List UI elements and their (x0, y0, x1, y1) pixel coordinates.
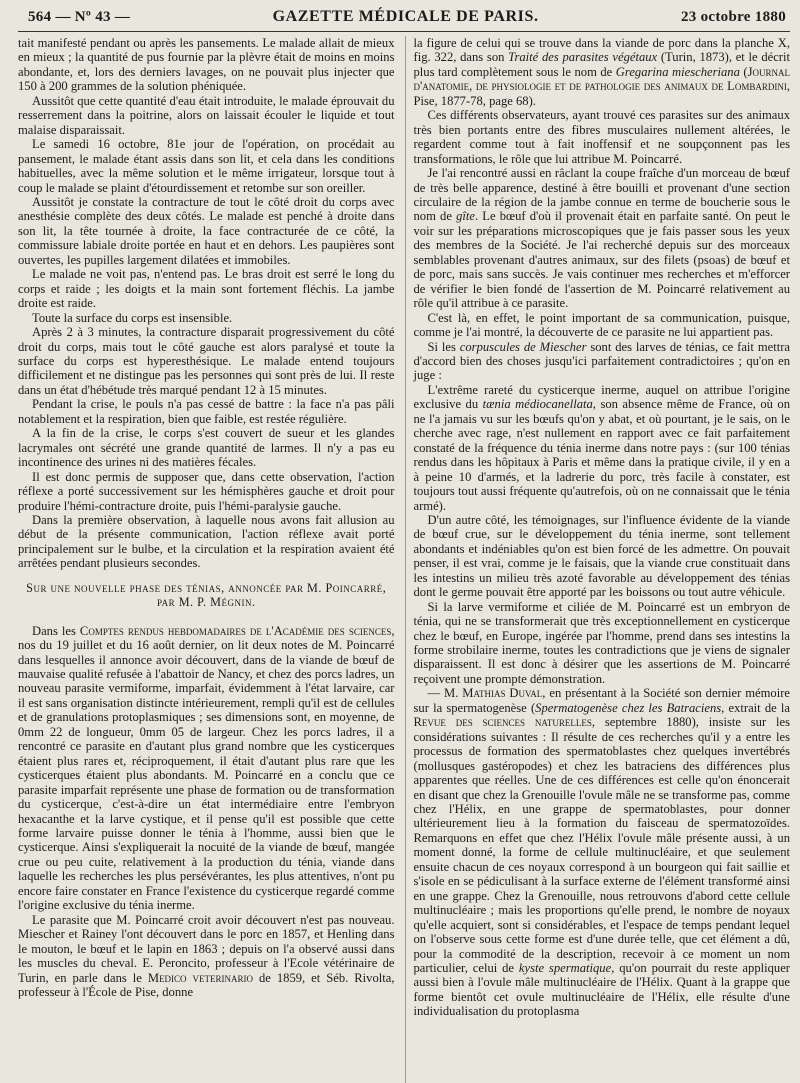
journal-reference: Journal d'anatomie, de physiologie et de pathologie des animaux de Lombardini (413, 64, 790, 94)
text-span: L'extrême rareté du cysticerque inerme, auquel on attribue l'origine exclusive du (413, 382, 790, 412)
text-span: Je l'ai rencontré aussi en râclant la coupe fraîche d'un morceau de bœuf de très belle apparence, destiné à être bouilli et provenant d'une section circulaire de la région de la jambe connue en terme de boucherie sous le nom de (413, 166, 790, 224)
text-span: (Turin, 1873), et le décrit plus tard complètement sous le nom de (413, 50, 790, 79)
paragraph: Aussitôt je constate la contracture de tout le côté droit du corps avec anesthésie complète des deux côtés. Le malade est penché à droite dans son lit, la tête tournée à droite, la face contracturée de ce côté, la commissure labiale droite portée en haut et en dehors. Les paupières sont ouvertes, les pupilles largement dilatées et immobiles. (18, 194, 395, 267)
paragraph: Toute la surface du corps est insensible. (32, 310, 233, 325)
paragraph: A la fin de la crise, le corps s'est couvert de sueur et les glandes lacrymales ont sécrété une grande quantité de larmes. Il n'y a pas eu incontinence des urines ni des matières fécales. (18, 426, 395, 470)
text-span: , Pise, 1877-78, page 68). (413, 79, 790, 108)
term: corpuscules de Miescher (459, 339, 587, 354)
paragraph (18, 624, 395, 913)
text-span: la figure de celui qui se trouve dans la viande de porc dans la planche X, fig. 322, dans son (413, 36, 790, 65)
text-span: sont des larves de ténias, ce fait mettra d'accord bien des choses jusqu'ici parfaitement contradictoires ; qu'on en juge : (413, 339, 790, 383)
text-span: . Le bœuf d'où il provenait était en parfaite santé. On peut le voir sur les préparations microscopiques que je fais passer sous les yeux des membres de la Société. Je l'ai recherché depuis sur des morceaux semblables provenant d'autres animaux, sur des filets (psoas) de bœuf et de porc, mais sans succès. Je vais continuer mes recherches et m'efforcer de vérifier le bien fondé de l'assertion de M. Poincarré relativement au rôle qu'il attribue à ce parasite. (413, 209, 790, 311)
paragraph: Aussitôt que cette quantité d'eau était introduite, le malade éprouvait du resserrement dans la poitrine, alors on laissait écouler le liquide et tout malaise disparaissait. (18, 93, 395, 137)
section-title-line-1: Sur une nouvelle phase des ténias, annoncée par M. Poincarré, (26, 580, 387, 595)
author-name: M. Mathias Duval (444, 686, 543, 701)
term: kyste spermatique (518, 961, 612, 975)
journal-reference: Revue des sciences naturelles (413, 715, 592, 730)
paragraph (18, 913, 395, 1000)
left-column (18, 36, 395, 1083)
paragraph (414, 340, 791, 383)
paragraph: tait manifesté pendant ou après les pansements. Le malade allait de mieux en mieux ; la quantité de pus fournie par la plèvre était de moins en moins abondante, et, lors des derniers lavages, on ne pouvait plus injecter que 150 à 200 grammes de la solution phéniquée. (18, 36, 395, 94)
journal-title: GAZETTE MÉDICALE DE PARIS. (272, 8, 539, 25)
journal-reference: Comptes rendus hebdomadaires de l'Académie des sciences (79, 623, 392, 638)
book-title: Traité des parasites végétaux (508, 50, 658, 65)
species-name: tænia médiocanellata (482, 397, 593, 412)
issue-date: 23 octobre 1880 (680, 9, 786, 25)
paragraph: Après 2 à 3 minutes, la contracture disparait progressivement du côté droit du corps, mais tout le côté gauche est alors paralysé et toute la surface du corps est hyperesthésique. Le malade entend toujours difficilement et ne distingue pas les personnes qui sont près de lui. Il reste dans un état d'hébétude très marqué pendant 12 à 15 minutes. (18, 325, 395, 397)
paragraph: D'un autre côté, les témoignages, sur l'influence évidente de la viande de bœuf crue, sur le développement du ténia inerme, sont tellement abondants et indéniables qu'on est bien forcé de les admettre. On pouvait penser, il est vrai, comme je le faisais, que la viande crue constituait dans les intestins un milieu très azoté favorable au développement des ténias dont le germe pouvait être apporté par les boissons ou tout autre véhicule. (413, 512, 790, 600)
section-title-author: par M. P. Mégnin. (156, 595, 256, 610)
work-title: Spermatogenèse chez les Batraciens (535, 700, 722, 715)
text-span: , nos du 19 juillet et du 16 août dernier, on lit deux notes de M. Poincarré dans lesquelles il annonce avoir découvert, dans de la viande de bœuf de mauvaise qualité refusée à l'abattoir de Nancy, et chez des porcs ladres, un nouveau parasite vermiforme, imparfait, évidemment à l'état larvaire, car il est sans organisation distincte intérieurement, rempli qu'il est de cellules et de granulations protoplasmiques ; ses dimensions sont, en moyenne, de 0mm 22 de longueur, 0mm 05 de largeur. Chez les porcs ladres, il a rencontré ce parasite en d'autant plus grand nombre que les cysticerques étaient plus rares et, réciproquement, il était d'autant plus rare que les cysticerques étaient plus abondants. M. Poincarré en a conclu que ce parasite imparfait représente une phase de formation ou de transformation du cysticerque, c'est-à-dire un état intermédiaire entre l'embryon hexacanthe et la larve cystique, et il pense qu'il est possible que cette forme larvaire puisse donner le ténia à l'homme, aussi bien que le cysticerque. Ainsi s'expliquerait la nocuité de la viande de bœuf, mangée crue ou peu cuite, relativement à la production du ténia, viande dans laquelle les recherches les plus persévérantes, les plus attentives, n'ont pu encore faire constater en France l'existence du cysticerque regardé comme l'origine exclusive du ténia inerme. (18, 623, 395, 913)
text-span: Si les (427, 339, 460, 354)
paragraph (414, 36, 791, 108)
text-columns (18, 36, 790, 1083)
section-title (18, 581, 395, 610)
text-span: de 1859, et Séb. Rivolta, professeur à l'École de Pise, donne (18, 970, 395, 999)
term: gîte (456, 209, 475, 224)
text-span: , qu'on pourrait du reste appliquer aussi bien à l'ovule mâle multinucléaire de l'Hélix. Quant à la grappe que forme bientôt cet ovule multinucléaire de l'Hélix, elle résulte d'une individualisation du protoplasma (413, 961, 790, 1019)
paragraph: Il est donc permis de supposer que, dans cette observation, l'action réflexe a porté successivement sur les hémisphères gauche et droit pour produire l'hémi-contracture droite, puis l'hémi-paralysie gauche. (18, 469, 395, 513)
text-span: — (427, 686, 444, 701)
text-span: Dans les (32, 623, 80, 638)
paragraph: Le malade ne voit pas, n'entend pas. Le bras droit est serré le long du corps et raide ; les doigts et la main sont fortement fléchis. La jambe droite est raide. (18, 267, 395, 311)
text-span: , extrait de la (721, 700, 790, 715)
paragraph: Le samedi 16 octobre, 81e jour de l'opération, on procédait au pansement, le malade étant assis dans son lit, et cela dans les conditions habituelles, avec la même solution et le même irrigateur, lorsque tout à coup le malade se plaint d'étourdissement et retombe sur son oreiller. (18, 137, 395, 195)
species-name: Gregarina miescheriana (615, 64, 740, 79)
journal-reference: Medico veterinario (147, 970, 253, 985)
paragraph (414, 686, 791, 1018)
text-span: , son absence même de France, où on ne l'a jamais vu sur les bœufs qu'on y abat, et où pourtant, je le sais, on le cherche avec rage, n'est nullement en rapport avec ce fait parfaitement constaté de la fréquence du ténia inerme dans notre pays : (sur 100 ténias rendus dans les hôpitaux à Paris et même dans la pratique civile, il y en a à peine 10 d'armés, et la ladrerie du porc, très facile à constater, est toujours tout aussi fréquente qu'autrefois, où on ne connaissait que le ténia armé). (413, 397, 790, 513)
paragraph: Dans la première observation, à laquelle nous avons fait allusion au début de la présente communication, l'action réflexe avait porté principalement sur le bulbe, et la circulation et la respiration avaient été arrêtées pendant plusieurs secondes. (18, 512, 395, 571)
text-span: , septembre 1880), insiste sur les considérations suivantes : Il résulte de ces recherches qu'il y a entre les processus de formation des spermatoblastes chez quelques invertébrés (mollusques gastéropodes) et chez les batraciens des différences plus apparentes que réelles. Une de ces différences est celle qu'on énoncerait en disant que chez la Grenouille l'ovule mâle ne se transforme pas, comme chez l'Hélix, en une grappe de spermatoblastes, pour donner ultérieurement lieu à la formation du faisceau de spermatozoïdes. Remarquons en effet que chez l'Hélix l'ovule mâle présente aussi, à un moment donné, la forme de cellule multinucléaire, et que seulement ensuite chacun de ces noyaux correspond à un bourgeon qui fait saillie et s'isole en se pédiculisant à la surface externe de l'élément transformé ainsi en une grappe. Chez la Grenouille, nous retrouvons d'abord cette cellule multinucléaire ; mais les proportions qu'elle prend, le nombre de noyaux qu'elle acquiert, sont si considérables, et l'espace de temps pendant lequel on l'observe sous cette forme est d'une durée telle, que cet élément a dû, pour la commodité de la description, recevoir à ce moment un nom particulier, celui de (413, 715, 790, 975)
paragraph: C'est là, en effet, le point important de sa communication, puisque, comme je l'ai montré, la découverte de ce parasite ne lui appartient pas. (413, 310, 790, 340)
right-column (405, 36, 791, 1083)
page-number: 564 — Nº 43 — (28, 9, 131, 25)
paragraph (414, 166, 791, 311)
paragraph: Ces différents observateurs, ayant trouvé ces parasites sur des animaux très bien portants entre des fibres musculaires nullement altérées, le regardent comme tout à fait inoffensif et ne soupçonnent pas les transformations, le rôle que lui attribue M. Poincarré. (413, 108, 790, 166)
text-span: Le parasite que M. Poincarré croit avoir découvert n'est pas nouveau. Miescher et Rainey l'ont découvert dans le porc en 1857, et Henling dans le mouton, le bœuf et le lapin en 1863 ; depuis on l'a observé aussi dans les muscles du cheval. E. Peroncito, professeur à l'Ecole vétérinaire de Turin, en parle dans le (18, 912, 395, 985)
paragraph (414, 383, 791, 513)
page-header (18, 8, 790, 32)
paragraph: Pendant la crise, le pouls n'a pas cessé de battre : la face n'a pas pâli notablement et la respiration, bien que faible, est restée régulière. (18, 397, 395, 426)
paragraph: Si la larve vermiforme et ciliée de M. Poincarré est un embryon de ténia, qui ne se transformerait que très exceptionnellement en cysticerque chez le bœuf, en Europe, ingérée par l'homme, prend dans ses intestins la forme strobilaire inerme, toutes les contradictions que je viens de signaler disparaissent. Il est donc à désirer que les assertions de M. Poincarré reçoivent une prompte démonstration. (413, 599, 790, 686)
text-span: ( (739, 64, 748, 79)
text-span: , en présentant à la Société son dernier mémoire sur la spermatogenèse ( (413, 686, 790, 715)
